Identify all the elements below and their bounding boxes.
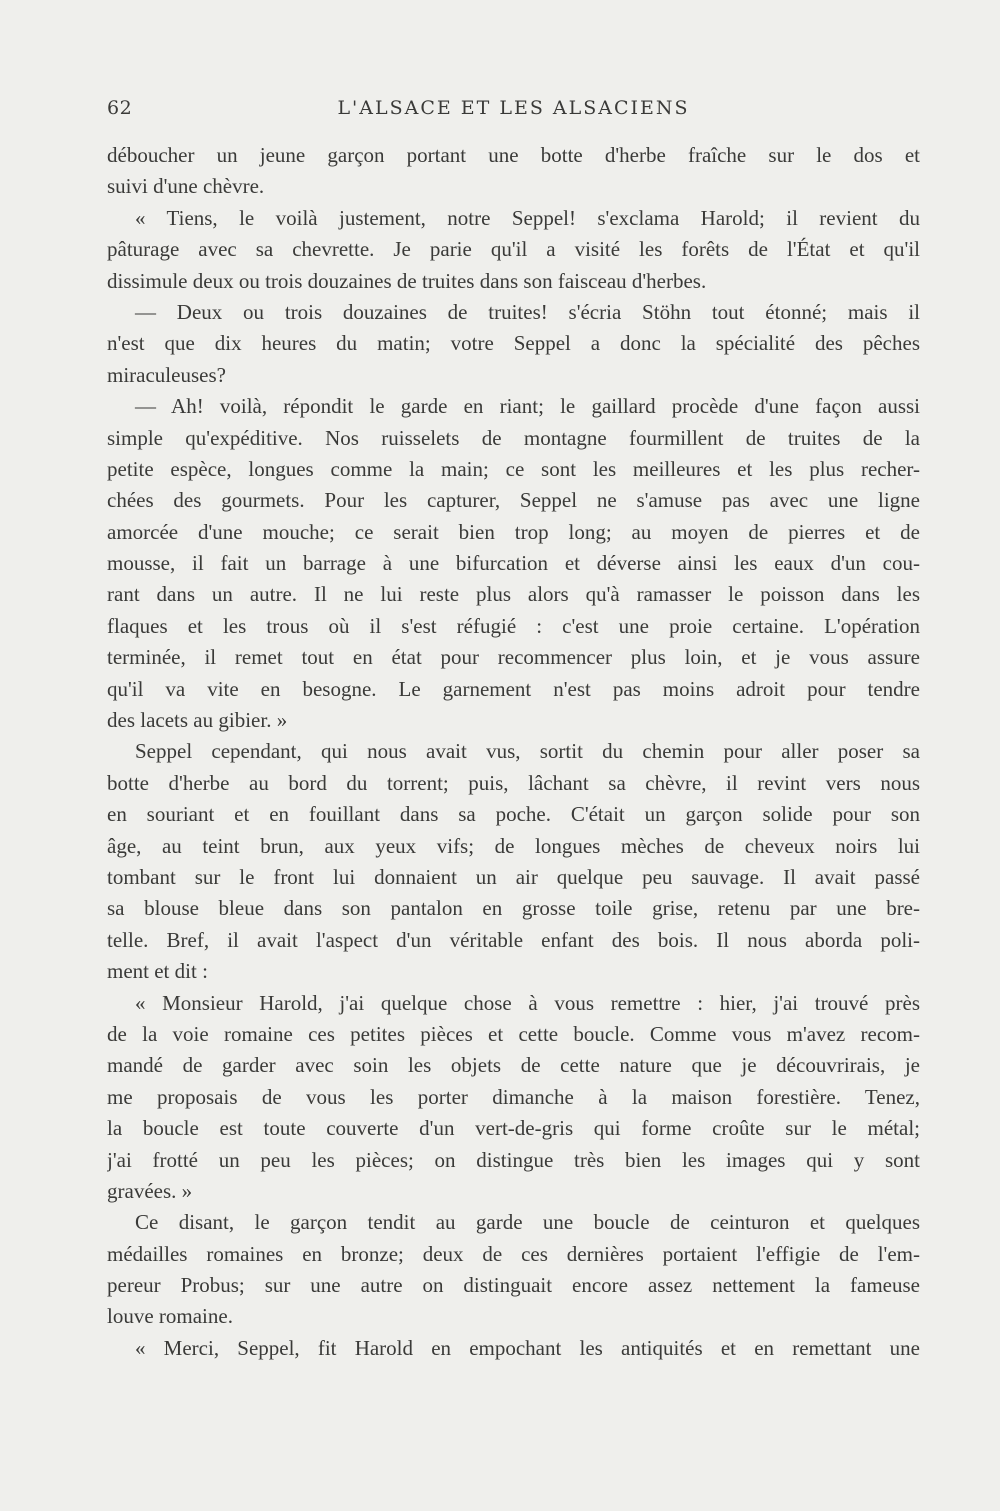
text-line: la boucle est toute couverte d'un vert-de-gris qui forme croûte sur le métal; xyxy=(107,1116,920,1141)
text-line: telle. Bref, il avait l'aspect d'un véritable enfant des bois. Il nous aborda poli- xyxy=(107,927,920,952)
text-line: mousse, il fait un barrage à une bifurcation et déverse ainsi les eaux d'un cou- xyxy=(107,551,920,576)
text-line: Ce disant, le garçon tendit au garde une boucle de ceinturon et quelques xyxy=(135,1210,920,1235)
text-line: miraculeuses? xyxy=(107,362,226,387)
body-text xyxy=(107,140,920,1364)
text-line: de la voie romaine ces petites pièces et cette boucle. Comme vous m'avez recom- xyxy=(107,1021,920,1046)
text-line: me proposais de vous les porter dimanche à la maison forestière. Tenez, xyxy=(107,1084,920,1109)
running-title: L'ALSACE ET LES ALSACIENS xyxy=(337,97,690,119)
text-line: sa blouse bleue dans son pantalon en grosse toile grise, retenu par une bre- xyxy=(107,896,920,921)
text-line: j'ai frotté un peu les pièces; on distingue très bien les images qui y sont xyxy=(107,1147,920,1172)
text-line: « Merci, Seppel, fit Harold en empochant les antiquités et en remettant une xyxy=(135,1335,920,1360)
text-line: qu'il va vite en besogne. Le garnement n'est pas moins adroit pour tendre xyxy=(107,676,920,701)
page-number: 62 xyxy=(107,97,133,119)
text-line: petite espèce, longues comme la main; ce sont les meilleures et les plus recher- xyxy=(107,456,920,481)
text-line: déboucher un jeune garçon portant une botte d'herbe fraîche sur le dos et xyxy=(107,143,920,167)
text-line: terminée, il remet tout en état pour recommencer plus loin, et je vous assure xyxy=(107,645,920,670)
text-line: Seppel cependant, qui nous avait vus, sortit du chemin pour aller poser sa xyxy=(135,739,920,764)
text-line: mandé de garder avec soin les objets de cette nature que je découvrirais, je xyxy=(107,1053,920,1078)
text-line: dissimule deux ou trois douzaines de truites dans son faisceau d'herbes. xyxy=(107,268,707,293)
text-line: botte d'herbe au bord du torrent; puis, lâchant sa chèvre, il revint vers nous xyxy=(107,770,920,795)
text-line: « Tiens, le voilà justement, notre Seppel! s'exclama Harold; il revient du xyxy=(135,205,920,230)
text-line: âge, au teint brun, aux yeux vifs; de longues mèches de cheveux noirs lui xyxy=(107,833,920,858)
text-line: « Monsieur Harold, j'ai quelque chose à vous remettre : hier, j'ai trouvé près xyxy=(135,990,920,1015)
text-line: flaques et les trous où il s'est réfugié : c'est une proie certaine. L'opération xyxy=(107,613,920,638)
text-line: des lacets au gibier. » xyxy=(107,708,288,733)
text-line: amorcée d'une mouche; ce serait bien trop long; au moyen de pierres et de xyxy=(107,519,920,544)
page-header xyxy=(107,97,920,127)
text-line: en souriant et en fouillant dans sa poche. C'était un garçon solide pour son xyxy=(107,802,920,827)
text-line: louve romaine. xyxy=(107,1304,233,1329)
text-line: ment et dit : xyxy=(107,959,208,984)
text-line: tombant sur le front lui donnaient un air quelque peu sauvage. Il avait passé xyxy=(107,864,920,889)
text-line: n'est que dix heures du matin; votre Seppel a donc la spécialité des pêches xyxy=(107,331,920,356)
text-line: gravées. » xyxy=(107,1178,193,1203)
text-line: chées des gourmets. Pour les capturer, Seppel ne s'amuse pas avec une ligne xyxy=(107,488,920,513)
text-line: pâturage avec sa chevrette. Je parie qu'il a visité les forêts de l'État et qu'il xyxy=(107,237,920,262)
text-line: pereur Probus; sur une autre on distinguait encore assez nettement la fameuse xyxy=(107,1273,920,1298)
text-line: — Ah! voilà, répondit le garde en riant; le gaillard procède d'une façon aussi xyxy=(135,394,920,419)
text-line: — Deux ou trois douzaines de truites! s'écria Stöhn tout étonné; mais il xyxy=(135,299,920,324)
text-line: suivi d'une chèvre. xyxy=(107,174,265,199)
text-line: rant dans un autre. Il ne lui reste plus alors qu'à ramasser le poisson dans les xyxy=(107,582,920,607)
text-line: simple qu'expéditive. Nos ruisselets de montagne fourmillent de truites de la xyxy=(107,425,920,450)
text-line: médailles romaines en bronze; deux de ces dernières portaient l'effigie de l'em- xyxy=(107,1241,920,1266)
